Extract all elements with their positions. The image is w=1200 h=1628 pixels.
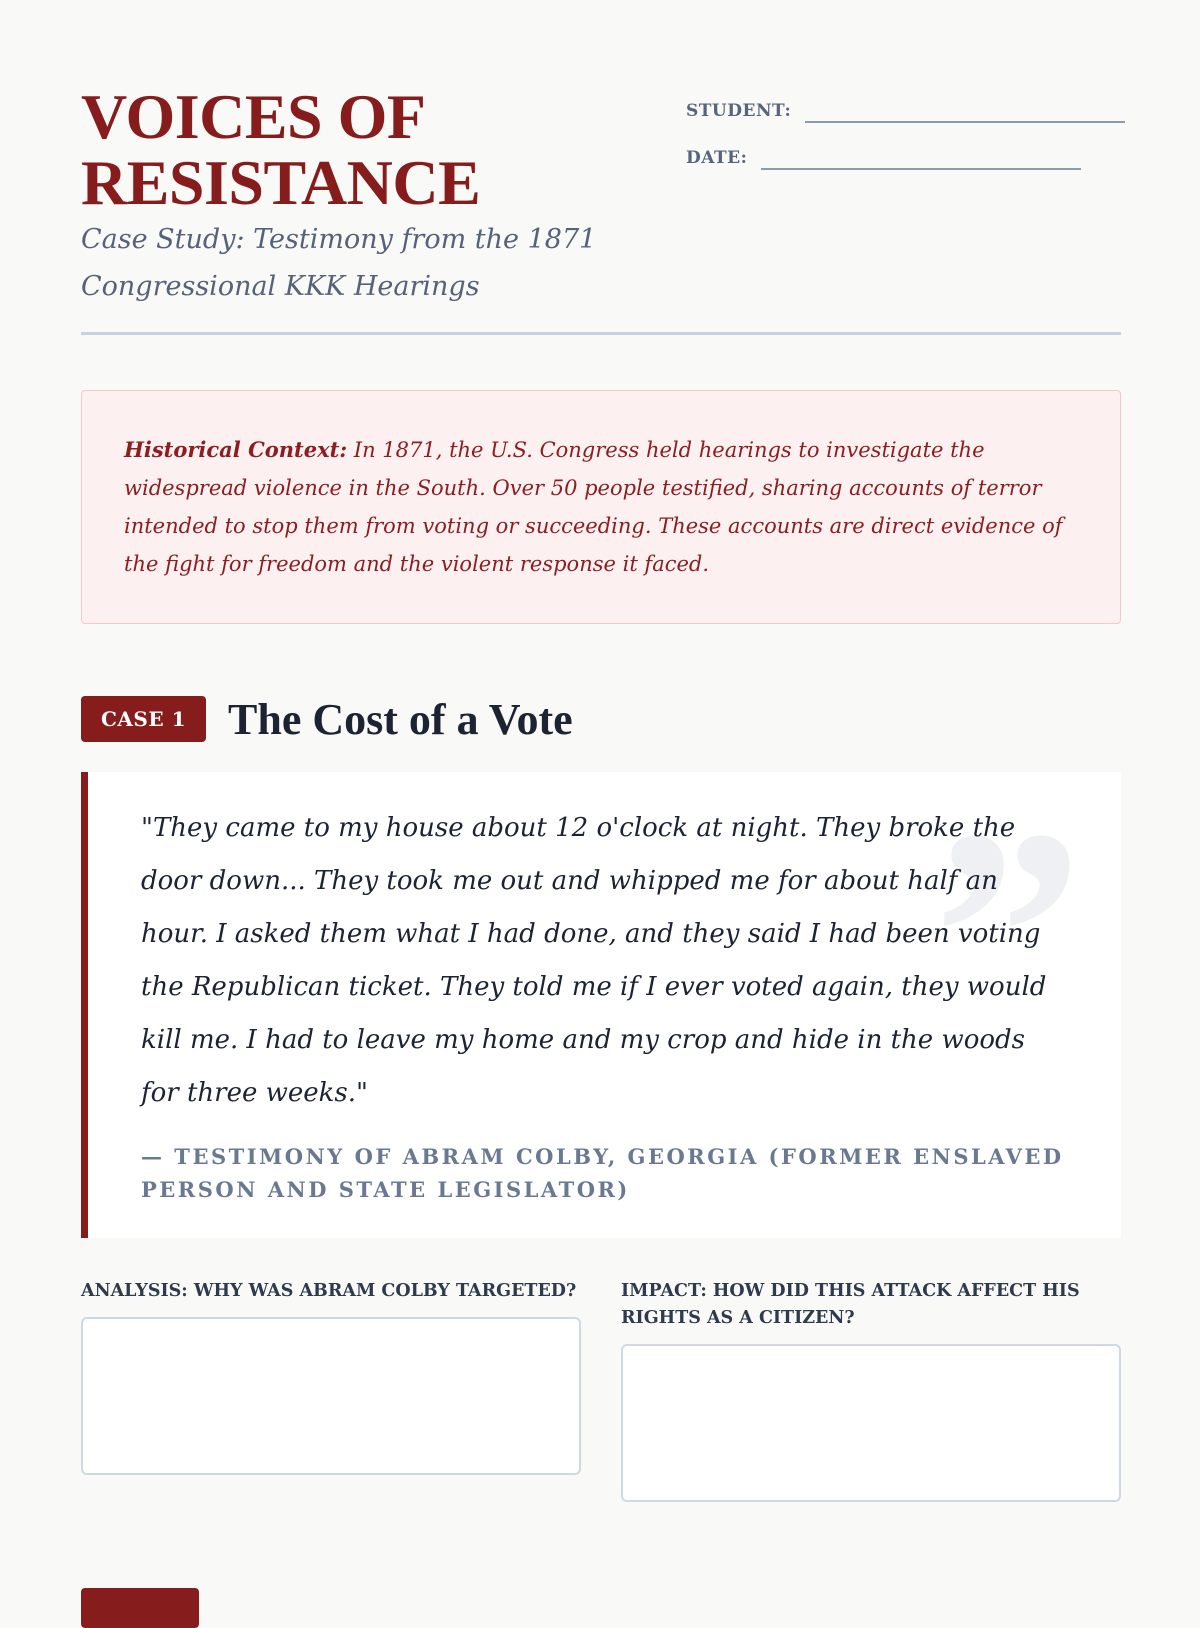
case-badge: CASE 1 bbox=[81, 696, 206, 742]
case-title: The Cost of a Vote bbox=[228, 694, 573, 744]
quote-mark-icon: ” bbox=[933, 768, 1083, 1100]
student-name-line[interactable] bbox=[805, 121, 1125, 123]
testimony-quote: "They came to my house about 12 o'clock at night. They broke the door down... They took me out and whipped me for about half an hour. I asked them what I had done, and they said I had been voting the Republican ticket. They told me if I ever voted again, they would kill me. I had to leave my home and my crop and hide in the woods for three weeks." bbox=[141, 813, 1047, 1108]
date-label: DATE: bbox=[686, 148, 748, 168]
date-line[interactable] bbox=[761, 168, 1081, 170]
context-text: In 1871, the U.S. Congress held hearings to investigate the widespread violence in the South. Over 50 people testified, sharing accounts of terror intended to stop them from voting or succeeding. These accounts are direct evidence of the fight for freedom and the violent response it faced. bbox=[124, 438, 1063, 576]
student-field[interactable] bbox=[686, 80, 1126, 127]
response-section bbox=[81, 1278, 1121, 1502]
worksheet-header bbox=[81, 0, 1121, 340]
testimony-quote-card bbox=[81, 768, 1121, 1238]
worksheet-page bbox=[81, 0, 1121, 1328]
context-label: Historical Context: bbox=[124, 437, 348, 462]
page-title: VOICES OF RESISTANCE bbox=[81, 81, 481, 218]
student-info-fields bbox=[686, 80, 1126, 174]
historical-context-box bbox=[81, 390, 1121, 624]
analysis-label: ANALYSIS: WHY WAS ABRAM COLBY TARGETED? bbox=[81, 1281, 577, 1301]
analysis-answer-box[interactable] bbox=[81, 1317, 581, 1475]
date-field[interactable] bbox=[686, 127, 1126, 174]
impact-label: IMPACT: HOW DID THIS ATTACK AFFECT HIS RIGHTS AS A CITIZEN? bbox=[621, 1281, 1080, 1328]
student-label: STUDENT: bbox=[686, 101, 792, 121]
analysis-question bbox=[81, 1278, 581, 1502]
header-divider bbox=[81, 332, 1121, 335]
impact-answer-box[interactable] bbox=[621, 1344, 1121, 1502]
next-case-badge bbox=[81, 1588, 199, 1628]
case-1-heading bbox=[81, 696, 573, 742]
impact-question bbox=[621, 1278, 1121, 1502]
quote-attribution: — TESTIMONY OF ABRAM COLBY, GEORGIA (FORMER ENSLAVED PERSON AND STATE LEGISLATOR) bbox=[141, 1144, 1064, 1202]
page-subtitle: Case Study: Testimony from the 1871 Congressional KKK Hearings bbox=[81, 224, 597, 302]
